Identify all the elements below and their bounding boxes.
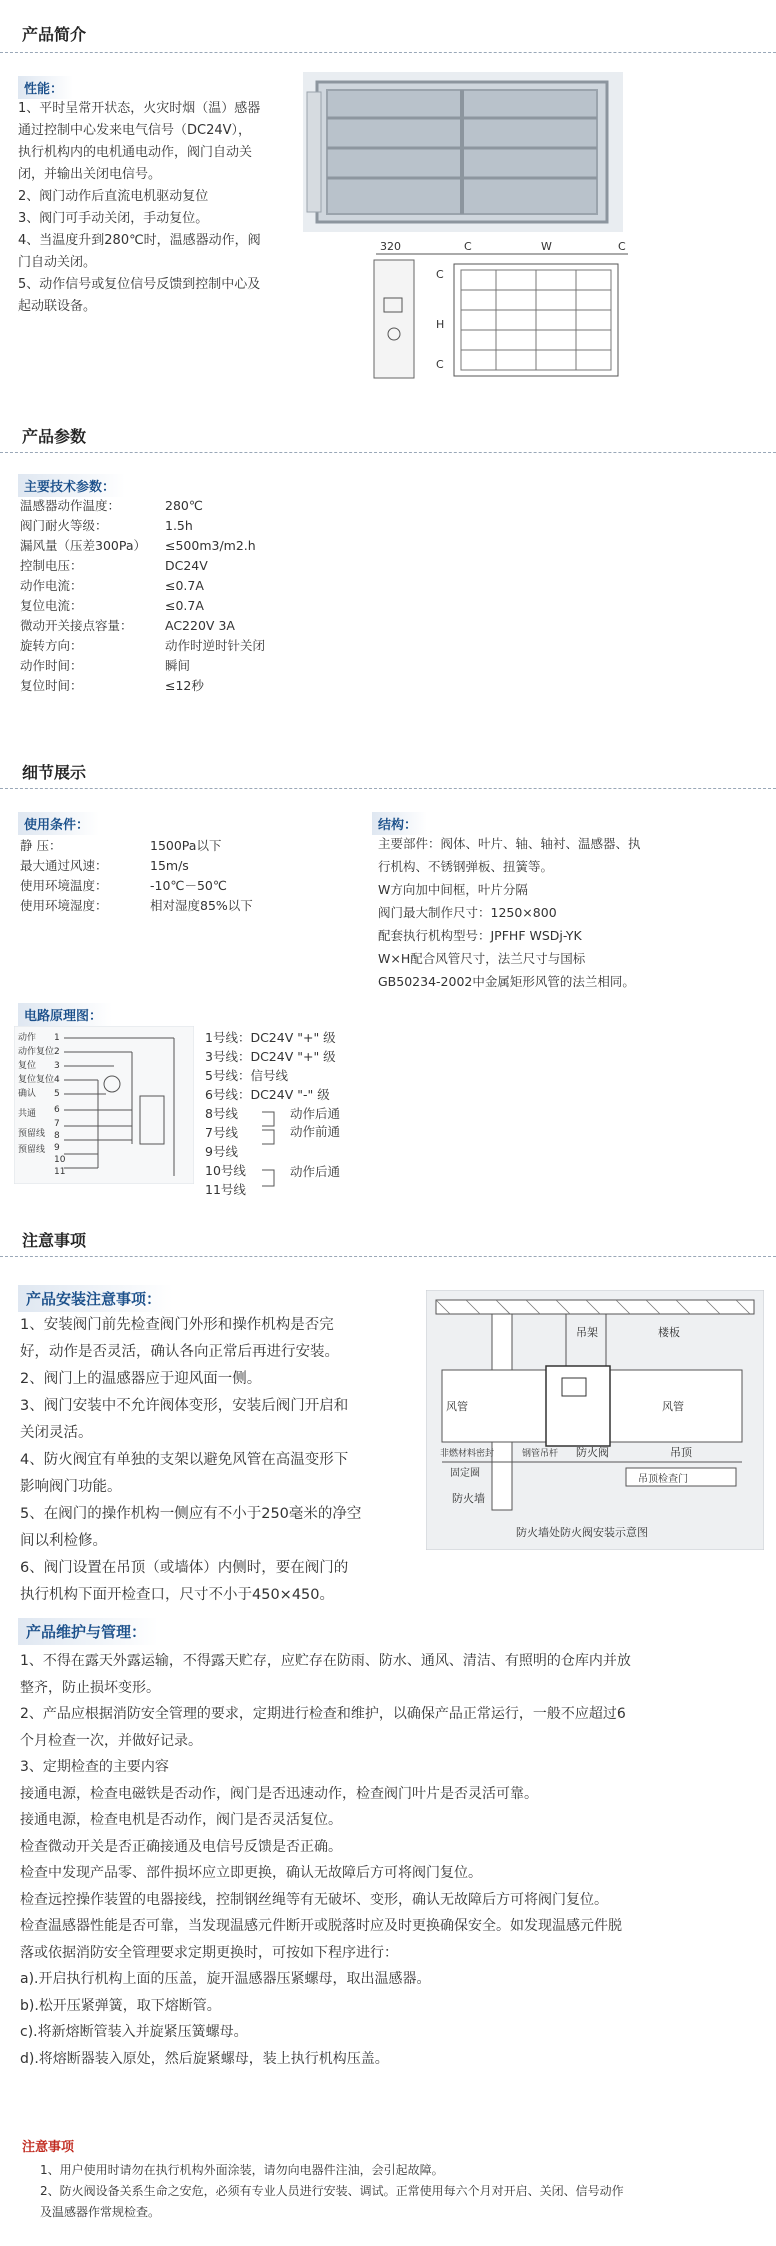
- text-line: 3、阀门安装中不允许阀体变形，安装后阀门开启和: [20, 1398, 349, 1414]
- circuit-label: 动作: [18, 1033, 37, 1043]
- kv-key: 漏风量（压差300Pa）: [20, 538, 146, 553]
- kv-key: 微动开关接点容量：: [20, 618, 133, 633]
- wire-item: 8号线: [205, 1106, 238, 1121]
- kv-value: 相对湿度85%以下: [150, 898, 253, 913]
- damper-photo: [303, 72, 623, 232]
- wire-group-2: 动作前通: [290, 1124, 341, 1139]
- text-line: 配套执行机构型号：JPFHF WSDj-YK: [378, 928, 582, 943]
- kv-key: 旋转方向：: [20, 638, 83, 653]
- label-fixed-ring: 固定圈: [450, 1468, 480, 1479]
- circuit-terminal-number: 7: [54, 1119, 60, 1129]
- text-line: 好，动作是否灵活，确认各向正常后再进行安装。: [20, 1344, 339, 1360]
- text-line: 行机构、不锈钢弹板、扭簧等。: [378, 859, 554, 874]
- kv-row: [20, 836, 360, 856]
- install-diagram: [426, 1290, 764, 1550]
- text-line: 2、阀门上的温感器应于迎风面一侧。: [20, 1371, 262, 1387]
- damper-dimension-drawing: [366, 238, 634, 388]
- notice-title: 注意事项: [22, 2140, 75, 2155]
- circuit-terminal-number: 8: [54, 1131, 60, 1141]
- circuit-terminal-number: 4: [54, 1075, 60, 1085]
- circuit-diagram: [14, 1026, 194, 1184]
- circuit-terminal-number: 5: [54, 1089, 60, 1099]
- section-title-details: 细节展示: [22, 763, 87, 782]
- structure-text: [378, 832, 698, 993]
- circuit-label: 预留线: [18, 1129, 46, 1139]
- wire-item: 9号线: [205, 1144, 238, 1159]
- section-divider: [0, 1256, 776, 1257]
- kv-row: [20, 616, 340, 636]
- text-line: 整齐，防止损坏变形。: [20, 1679, 160, 1696]
- circuit-label: 预留线: [18, 1145, 46, 1155]
- maintain-text: [20, 1648, 765, 2072]
- kv-row: [20, 596, 340, 616]
- kv-key: 使用环境湿度：: [20, 898, 108, 913]
- kv-key: 动作时间：: [20, 658, 83, 673]
- kv-row: [20, 676, 340, 696]
- dim-c-left: C: [464, 240, 472, 253]
- kv-row: [20, 516, 340, 536]
- kv-row: [20, 636, 340, 656]
- text-line: 执行机构内的电机通电动作，阀门自动关: [18, 145, 253, 160]
- circuit-terminal-number: 1: [54, 1033, 60, 1043]
- params-tag: 主要技术参数：: [18, 474, 125, 497]
- text-line: 关闭灵活。: [20, 1425, 93, 1441]
- wire-item: 11号线: [205, 1182, 246, 1197]
- kv-row: [20, 876, 360, 896]
- label-fire-wall: 防火墙: [452, 1492, 485, 1505]
- wire-item: 3号线：DC24V "+" 级: [205, 1049, 336, 1064]
- diagram-caption: 防火墙处防火阀安装示意图: [516, 1526, 648, 1539]
- wire-item: 5号线：信号线: [205, 1068, 288, 1083]
- circuit-terminal-number: 9: [54, 1143, 60, 1153]
- label-damper: 防火阀: [576, 1446, 609, 1459]
- wire-brackets: [262, 1108, 292, 1194]
- text-line: 及温感器作常规检查。: [40, 2205, 161, 2219]
- kv-value: ≤12秒: [165, 678, 204, 693]
- kv-value: AC220V 3A: [165, 618, 235, 633]
- circuit-terminal-number: 10: [54, 1155, 66, 1165]
- kv-key: 阀门耐火等级：: [20, 518, 108, 533]
- text-line: 个月检查一次，并做好记录。: [20, 1732, 202, 1749]
- kv-row: [20, 896, 360, 916]
- kv-value: 动作时逆时针关闭: [165, 638, 266, 653]
- kv-value: ≤500m3/m2.h: [165, 538, 256, 553]
- text-line: GB50234-2002中金属矩形风管的法兰相同。: [378, 974, 635, 989]
- text-line: 主要部件：阀体、叶片、轴、轴衬、温感器、执: [378, 836, 641, 851]
- text-line: 执行机构下面开检查口，尺寸不小于450×450。: [20, 1587, 334, 1603]
- kv-key: 温感器动作温度：: [20, 498, 121, 513]
- text-line: 1、安装阀门前先检查阀门外形和操作机构是否完: [20, 1317, 334, 1333]
- circuit-terminal-number: 6: [54, 1105, 60, 1115]
- text-line: 检查中发现产品零、部件损坏应立即更换，确认无故障后方可将阀门复位。: [20, 1865, 482, 1881]
- circuit-label: 动作复位: [18, 1047, 55, 1057]
- section-title-notes: 注意事项: [22, 1231, 87, 1250]
- circuit-label: 确认: [18, 1089, 37, 1099]
- text-line: b).松开压紧弹簧，取下熔断管。: [20, 1997, 221, 2014]
- text-line: c).将新熔断管装入并旋紧压簧螺母。: [20, 2024, 248, 2040]
- kv-key: 复位时间：: [20, 678, 83, 693]
- text-line: 6、阀门设置在吊顶（或墙体）内侧时，要在阀门的: [20, 1560, 349, 1576]
- text-line: 检查微动开关是否正确接通及电信号反馈是否正确。: [20, 1838, 342, 1855]
- dim-320: 320: [380, 240, 401, 253]
- kv-row: [20, 656, 340, 676]
- circuit-label: 复位: [18, 1061, 37, 1071]
- section-divider: [0, 788, 776, 789]
- performance-tag: 性能：: [18, 76, 73, 99]
- kv-row: [20, 856, 360, 876]
- kv-value: 15m/s: [150, 858, 189, 873]
- label-hanger: 吊架: [576, 1326, 598, 1339]
- circuit-tag: 电路原理图：: [18, 1003, 112, 1026]
- section-title-intro: 产品简介: [22, 25, 87, 44]
- circuit-label: 共通: [18, 1109, 37, 1119]
- section-divider: [0, 452, 776, 453]
- text-line: 检查远控操作装置的电器接线，控制钢丝绳等有无破坏、变形，确认无故障后方可将阀门复位。: [20, 1891, 608, 1908]
- label-inspection-door: 吊顶检查门: [638, 1474, 688, 1485]
- text-line: 门自动关闭。: [18, 255, 97, 270]
- text-line: 闭，并输出关闭电信号。: [18, 167, 162, 182]
- use-conditions-table: [20, 836, 360, 916]
- kv-value: 280℃: [165, 498, 203, 513]
- kv-key: 静 压：: [20, 838, 62, 853]
- text-line: 2、产品应根据消防安全管理的要求，定期进行检查和维护，以确保产品正常运行，一般不应超过6: [20, 1706, 626, 1722]
- text-line: 接通电源，检查电机是否动作，阀门是否灵活复位。: [20, 1812, 342, 1828]
- install-text: [20, 1312, 425, 1609]
- text-line: 3、阀门可手动关闭，手动复位。: [18, 211, 209, 226]
- kv-key: 复位电流：: [20, 598, 83, 613]
- label-floor: 楼板: [658, 1326, 680, 1339]
- text-line: W×H配合风管尺寸，法兰尺寸与国标: [378, 951, 586, 966]
- performance-text: [18, 98, 313, 318]
- kv-key: 动作电流：: [20, 578, 83, 593]
- text-line: 2、防火阀设备关系生命之安危，必须有专业人员进行安装、调试。正常使用每六个月对开启、关闭、信号动作: [40, 2184, 624, 2198]
- text-line: 1、平时呈常开状态，火灾时烟（温）感器: [18, 101, 261, 116]
- kv-key: 控制电压：: [20, 558, 83, 573]
- text-line: 影响阀门功能。: [20, 1479, 122, 1495]
- label-sealant: 非燃材料密封: [440, 1449, 495, 1459]
- section-divider: [0, 52, 776, 53]
- text-line: 起动联设备。: [18, 299, 97, 314]
- dim-h: H: [436, 318, 445, 331]
- kv-value: -10℃－50℃: [150, 878, 227, 893]
- dim-c-right: C: [618, 240, 626, 253]
- kv-value: DC24V: [165, 558, 208, 573]
- kv-value: ≤0.7A: [165, 578, 204, 593]
- dim-w: W: [541, 240, 552, 253]
- svg-text:C: C: [436, 358, 444, 371]
- wire-item: 1号线：DC24V "+" 级: [205, 1030, 336, 1045]
- circuit-label: 复位复位: [18, 1075, 55, 1085]
- text-line: 1、不得在露天外露运输，不得露天贮存，应贮存在防雨、防水、通风、清洁、有照明的仓库内并放: [20, 1653, 631, 1669]
- kv-key: 最大通过风速：: [20, 858, 108, 873]
- label-ceiling: 吊顶: [670, 1446, 692, 1459]
- text-line: 通过控制中心发来电气信号（DC24V），: [18, 123, 252, 138]
- circuit-terminal-number: 3: [54, 1061, 60, 1071]
- text-line: a).开启执行机构上面的压盖，旋开温感器压紧螺母，取出温感器。: [20, 1971, 431, 1987]
- kv-key: 使用环境温度：: [20, 878, 108, 893]
- kv-value: 1.5h: [165, 518, 193, 533]
- text-line: 5、动作信号或复位信号反馈到控制中心及: [18, 277, 261, 292]
- notice-text: [22, 2160, 762, 2223]
- wire-group-3: 动作后通: [290, 1164, 341, 1179]
- structure-tag: 结构：: [372, 812, 427, 835]
- text-line: 4、当温度升到280℃时，温感器动作，阀: [18, 233, 261, 248]
- text-line: d).将熔断器装入原处，然后旋紧螺母，装上执行机构压盖。: [20, 2050, 389, 2067]
- text-line: W方向加中间框，叶片分隔: [378, 882, 528, 897]
- text-line: 2、阀门动作后直流电机驱动复位: [18, 189, 209, 204]
- text-line: 1、用户使用时请勿在执行机构外面涂装，请勿向电器件注油，会引起故障。: [40, 2163, 444, 2177]
- wire-item: 7号线: [205, 1125, 238, 1140]
- kv-row: [20, 496, 340, 516]
- label-duct-left: 风管: [446, 1400, 468, 1413]
- text-line: 阀门最大制作尺寸：1250×800: [378, 905, 557, 920]
- kv-value: 瞬间: [165, 658, 191, 673]
- svg-text:C: C: [436, 268, 444, 281]
- kv-row: [20, 556, 340, 576]
- text-line: 检查温感器性能是否可靠，当发现温感元件断开或脱落时应及时更换确保安全。如发现温感元件脱: [20, 1918, 622, 1934]
- circuit-terminal-number: 11: [54, 1167, 66, 1177]
- text-line: 接通电源，检查电磁铁是否动作，阀门是否迅速动作，检查阀门叶片是否灵活可靠。: [20, 1785, 538, 1802]
- text-line: 3、定期检查的主要内容: [20, 1759, 169, 1775]
- wire-group-1: 动作后通: [290, 1106, 341, 1121]
- kv-row: [20, 576, 340, 596]
- text-line: 落或依据消防安全管理要求定期更换时，可按如下程序进行：: [20, 1944, 398, 1961]
- params-table: [20, 496, 340, 696]
- install-tag: 产品安装注意事项：: [18, 1285, 173, 1312]
- text-line: 5、在阀门的操作机构一侧应有不小于250毫米的净空: [20, 1506, 362, 1522]
- text-line: 4、防火阀宜有单独的支架以避免风管在高温变形下: [20, 1452, 349, 1468]
- circuit-terminal-number: 2: [54, 1047, 60, 1057]
- label-duct-right: 风管: [662, 1400, 684, 1413]
- kv-value: 1500Pa以下: [150, 838, 222, 853]
- use-conditions-tag: 使用条件：: [18, 812, 99, 835]
- kv-value: ≤0.7A: [165, 598, 204, 613]
- wire-item: 6号线：DC24V "-" 级: [205, 1087, 330, 1102]
- section-title-params: 产品参数: [22, 427, 87, 446]
- label-steel-rod: 钢管吊杆: [522, 1449, 559, 1459]
- maintain-tag: 产品维护与管理：: [18, 1618, 158, 1645]
- text-line: 间以利检修。: [20, 1533, 107, 1549]
- kv-row: [20, 536, 340, 556]
- wire-item: 10号线: [205, 1163, 246, 1178]
